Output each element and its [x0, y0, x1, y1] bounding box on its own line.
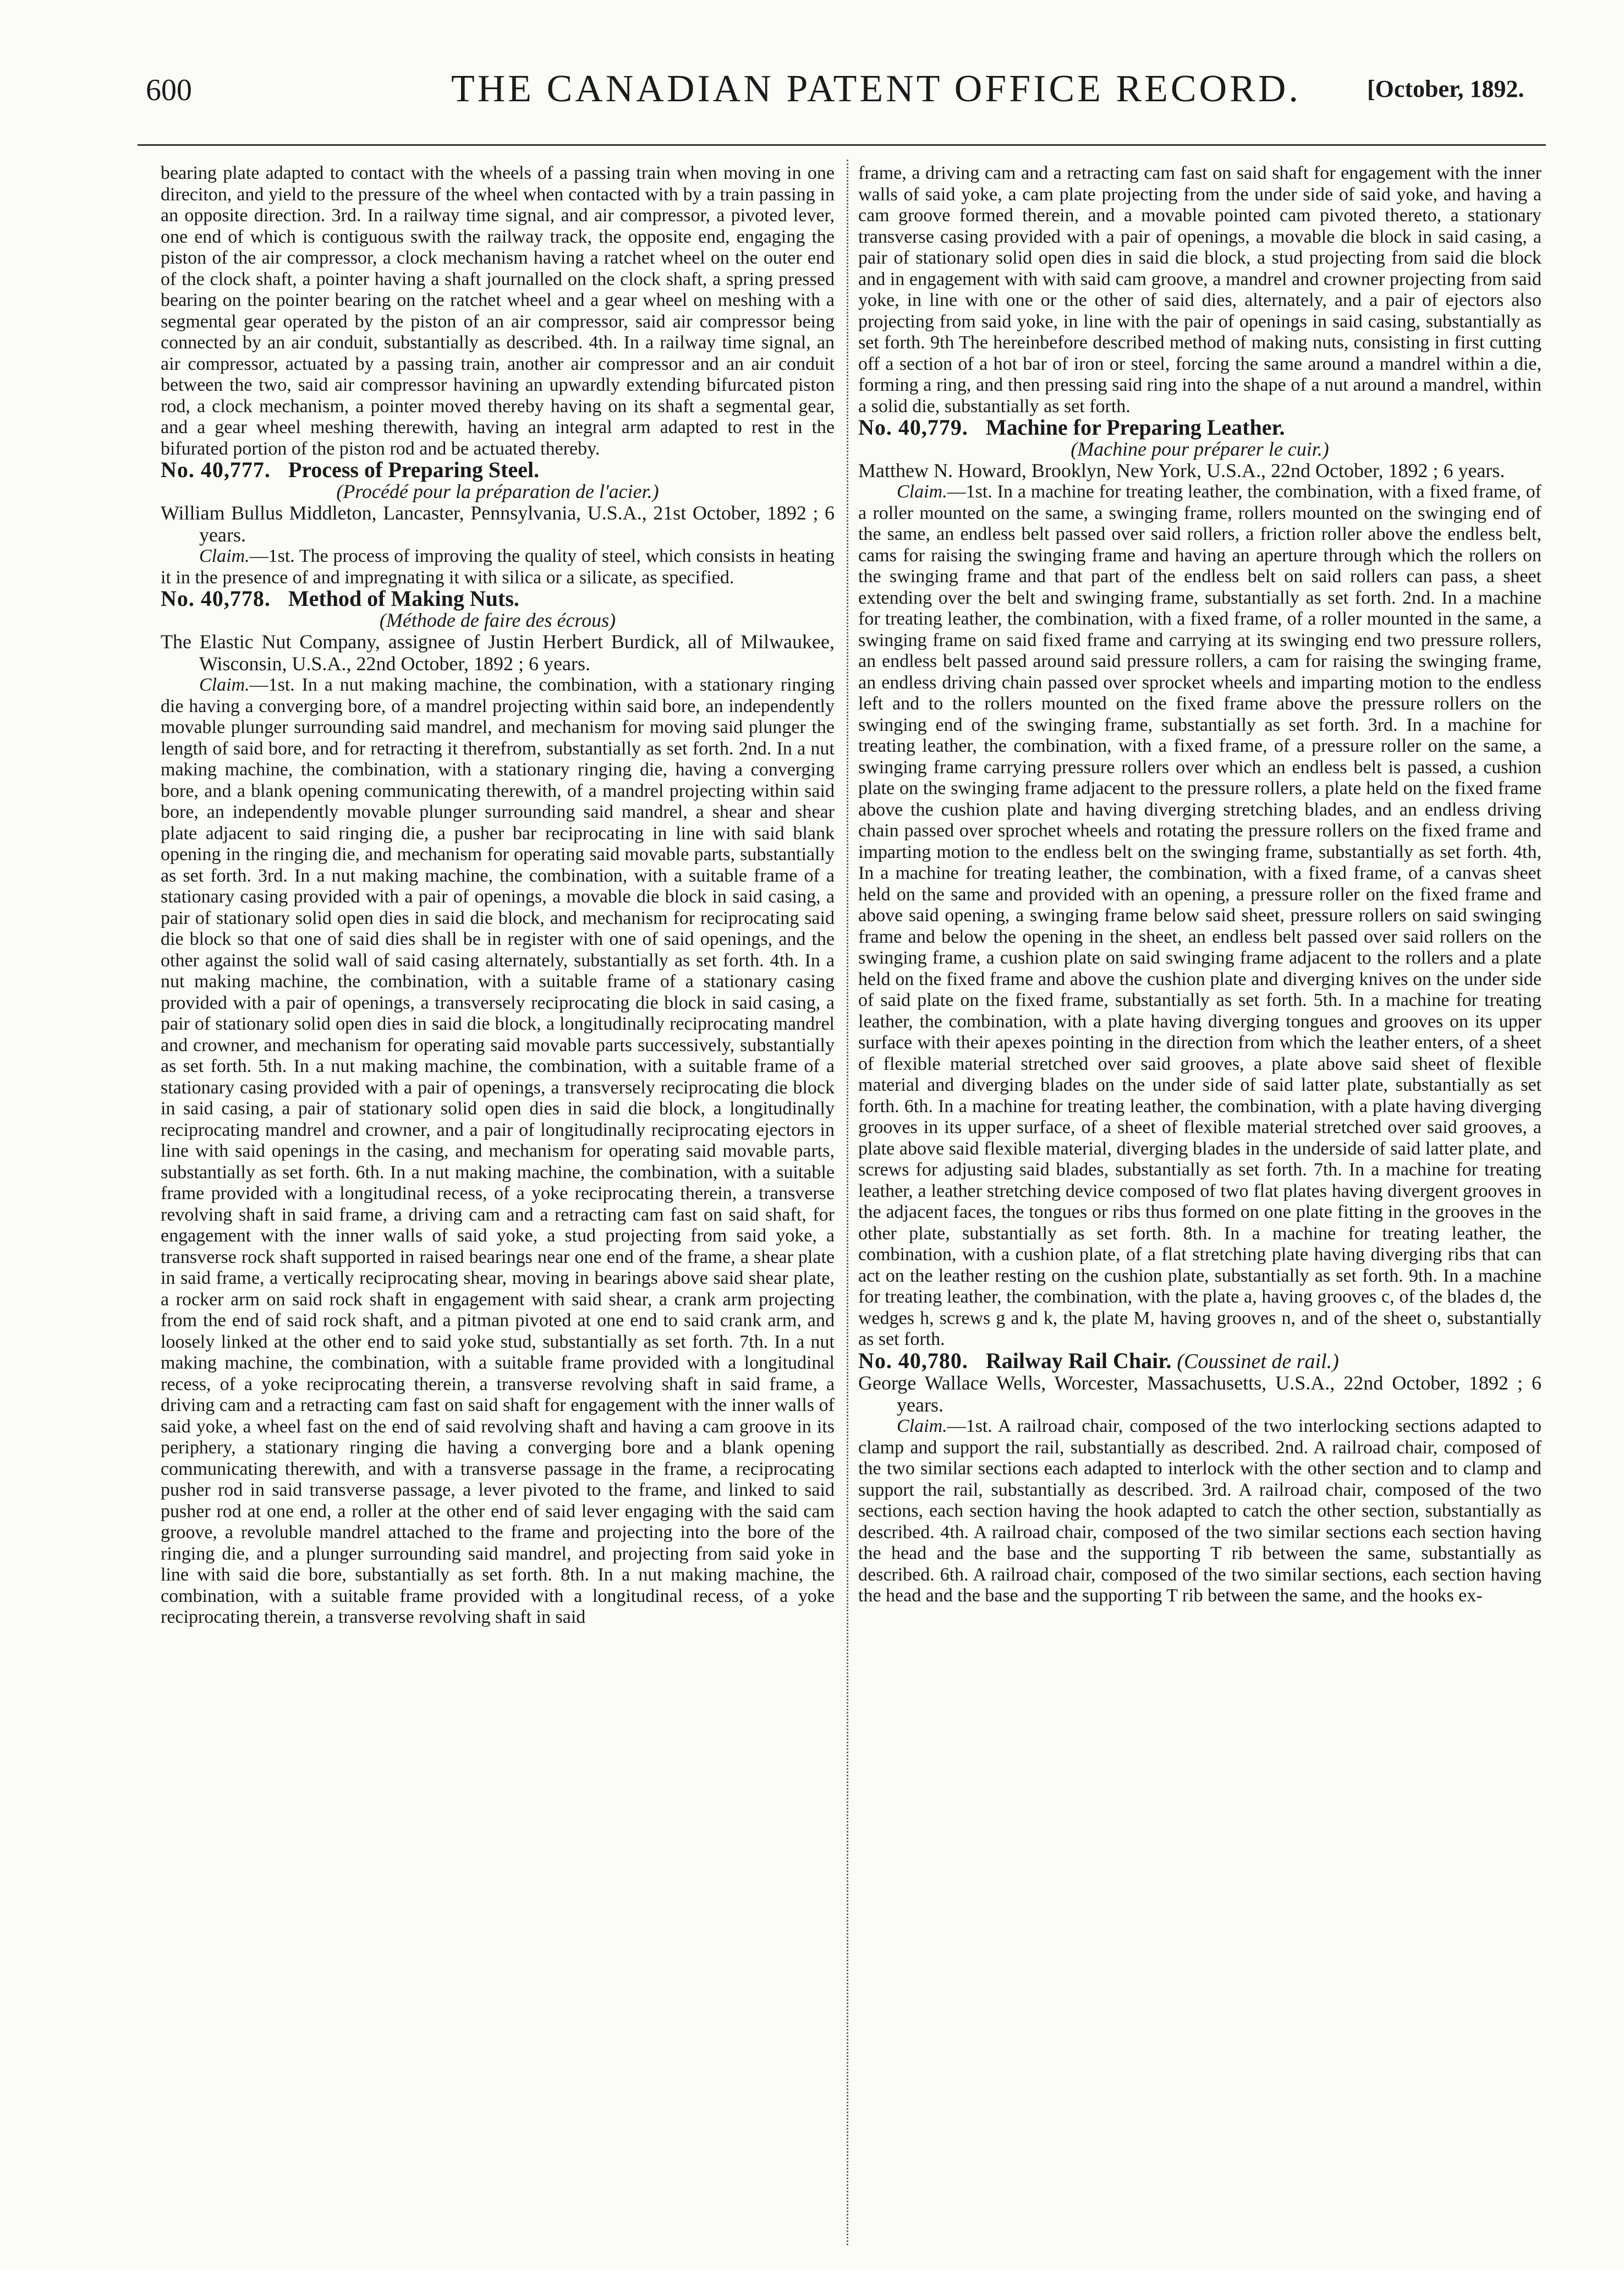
- patent-french-title: (Procédé pour la préparation de l'acier.): [336, 480, 659, 502]
- column-divider: [847, 160, 848, 2245]
- patent-entry-40778: [161, 588, 835, 1628]
- claim-label: Claim.: [199, 675, 250, 695]
- patent-french-title: (Méthode de faire des écrous): [379, 609, 616, 631]
- patent-number: No. 40,780.: [858, 1348, 968, 1373]
- patent-heading: [161, 588, 835, 610]
- claim-text: —1st. In a machine for treating leather, the combination, with a fixed frame, of a roller mounted on the same, a swinging frame, rollers mounted on the swinging end of the same, an endless belt passed over said rollers, a friction roller above the endless belt, cams for raising the swinging frame and having an aperture through which the rollers on the swinging frame and that part of the endless belt on said rollers can pass, a sheet extending over the belt and swinging frame, substantially as set forth. 2nd. In a machine for treating leather, the combination, with a fixed frame, of a roller mounted in the same, a swinging frame on said fixed frame and carrying at its swinging end two pressure rollers, an endless belt passed around said pressure rollers, a cam for raising the swinging frame, an endless driving chain passed over sprocket wheels and imparting motion to the endless left and to the rollers mounted on the fixed frame above the pressure rollers on the swinging end of the swinging frame, substantially as set forth. 3rd. In a machine for treating leather, the combination, with a fixed frame, of a pressure roller on the same, a swinging frame carrying pressure rollers over which an endless belt is passed, a cushion plate on the swinging frame adjacent to the pressure rollers, a plate held on the fixed frame above the cushion plate and having diverging stretching blades, and an endless driving chain passed over sprochet wheels and rotating the pressure rollers on the fixed frame and imparting motion to the endless belt on the swinging frame, substantially as set forth. 4th, In a machine for treating leather, the combination, with a fixed frame, of a canvas sheet held on the same and provided with an opening, a pressure roller on the fixed frame and above said opening, a swinging frame below said sheet, pressure rollers on said swinging frame and below the opening in the sheet, an endless belt passed over said rollers on the swinging frame, a cushion plate on said swinging frame adjacent to the rollers and a plate held on the fixed frame and above the cushion plate and diverging knives on the under side of said plate on the fixed frame, substantially as set forth. 5th. In a machine for treating leather, the combination, with a plate having diverging tongues and grooves on its upper surface with their apexes pointing in the direction from which the leather enters, of a sheet of flexible material stretched over said grooves, a plate above said sheet of flexible material and diverging blades on the under side of said latter plate, substantially as set forth. 6th. In a machine for treating leather, the combination, with a plate having diverging grooves in its upper surface, of a sheet of flexible material stretched over said grooves, a plate above said flexible material, diverging blades in the underside of said latter plate, and screws for adjusting said blades, substantially as set forth. 7th. In a machine for treating leather, a leather stretching device composed of two flat plates having divergent grooves in the adjacent faces, the tongues or ribs thus formed on one plate fitting in the grooves in the other plate, substantially as set forth. 8th. In a machine for treating leather, the combination, with a cushion plate, of a flat stretching plate having diverging ribs that can act on the leather resting on the cushion plate, substantially as set forth. 9th. In a machine for treating leather, the combination, with the plate a, having grooves c, of the blades d, the wedges h, screws g and k, the plate M, having grooves n, and of the sheet o, substantially as set forth.: [858, 482, 1541, 1349]
- patent-heading: [858, 1350, 1541, 1372]
- patent-grantee: George Wallace Wells, Worcester, Massachusetts, U.S.A., 22nd October, 1892 ; 6 years.: [858, 1372, 1541, 1416]
- claim-label: Claim.: [199, 546, 250, 566]
- patent-french-title: (Machine pour préparer le cuir.): [1071, 437, 1329, 460]
- patent-french-title: (Coussinet de rail.): [1177, 1349, 1339, 1373]
- patent-entry-40777: [161, 457, 835, 588]
- continued-claim-text: frame, a driving cam and a retracting cam fast on said shaft for engagement with the inner walls of said yoke, a cam plate projecting from the under side of said yoke, and having a cam groove formed therein, and a movable pointed cam pivoted thereto, a stationary transverse casing provided with a pair of openings, a movable die block in said casing, a pair of stationary solid open dies in said die block, a stud projecting from said die block and in engagement with with said cam groove, a mandrel and crowner projecting from said yoke, in line with one or the other of said dies, alternately, and a pair of ejectors also projecting from said yoke, in line with the pair of openings in said casing, substantially as set forth. 9th The hereinbefore described method of making nuts, consisting in first cutting off a section of a hot bar of iron or steel, forcing the same around a mandrel within a die, forming a ring, and then pressing said ring into the shape of a nut around a mandrel, within a solid die, substantially as set forth.: [858, 163, 1541, 417]
- patent-heading: [858, 417, 1541, 439]
- left-column: [161, 163, 835, 2254]
- patent-number: No. 40,778.: [161, 586, 271, 611]
- continued-claim-text: bearing plate adapted to contact with the wheels of a passing train when moving in one direciton, and yield to the pressure of the wheel when contacted with by a train passing in an opposite direction. 3rd. In a railway time signal, and air compressor, a pivoted lever, one end of which is contiguous swith the railway track, the opposite end, engaging the piston of the air compressor, a clock mechanism having a ratchet wheel on the outer end of the clock shaft, a pointer having a shaft journalled on the clock shaft, a spring pressed bearing on the pointer bearing on the ratchet wheel and a gear wheel on meshing with a segmental gear operated by the piston of an air compressor, said air compressor being connected by an air conduit, substantially as described. 4th. In a railway time signal, an air compressor, actuated by a passing train, another air compressor and an air conduit between the two, said air compressor havining an upwardly extending bifurcated piston rod, a clock mechanism, a pointer moved thereby having on its shaft a segmental gear, and a gear wheel meshing therewith, having an integral arm adapted to rest in the bifurated portion of the piston rod and be actuated thereby.: [161, 163, 835, 459]
- patent-heading: [161, 457, 835, 482]
- publication-title: THE CANADIAN PATENT OFFICE RECORD.: [451, 68, 1301, 110]
- patent-title: Machine for Preparing Leather.: [985, 415, 1285, 440]
- patent-entry-40780: [858, 1350, 1541, 1607]
- issue-date: [October, 1892.: [1367, 75, 1524, 102]
- patent-grantee: Matthew N. Howard, Brooklyn, New York, U.S.A., 22nd October, 1892 ; 6 years.: [858, 460, 1505, 482]
- claim-text: —1st. A railroad chair, composed of the two interlocking sections adapted to clamp and support the rail, substantially as described. 2nd. A railroad chair, composed of the two similar sections each adapted to interlock with the other section and to clamp and support the rail, substantially as described. 3rd. A railroad chair, composed of the two sections, each section having the hook adapted to catch the other section, substantially as described. 4th. A railroad chair, composed of the two similar sections each section having the head and the base and the supporting T rib between the same, substantially as described. 6th. A railroad chair, composed of the two similar sections, each section having the head and the base and the supporting T rib between the same, and the hooks ex-: [858, 1416, 1541, 1606]
- patent-claim: [858, 482, 1541, 1350]
- page-number: 600: [146, 73, 192, 107]
- patent-claim: [858, 1416, 1541, 1607]
- claim-text: —1st. In a nut making machine, the combination, with a stationary ringing die having a converging bore, of a mandrel projecting within said bore, an independently movable plunger surrounding said mandrel, and mechanism for moving said plunger the length of said bore, and for retracting it therefrom, substantially as set forth. 2nd. In a nut making machine, the combination, with a stationary ringing die, having a converging bore, and a blank opening communicating therewith, of a mandrel projecting within said bore, an independently movable plunger surrounding said mandrel, a shear and shear plate adjacent to said ringing die, a pusher bar reciprocating in line with said blank opening in the ringing die, and mechanism for operating said movable parts, substantially as set forth. 3rd. In a nut making machine, the combination, with a suitable frame of a stationary casing provided with a pair of openings, a movable die block in said casing, a pair of stationary solid open dies in said die block, and mechanism for reciprocating said die block so that one of said dies shall be in register with one of said openings, and the other against the solid wall of said casing alternately, substantially as set forth. 4th. In a nut making machine, the combination, with a suitable frame of a stationary casing provided with a pair of openings, a transversely reciprocating die block in said casing, a pair of stationary solid open dies in said die block, a longitudinally reciprocating mandrel and crowner, and mechanism for operating said movable parts successively, substantially as set forth. 5th. In a nut making machine, the combination, with a suitable frame of a stationary casing provided with a pair of openings, a transversely reciprocating die block in said casing, a pair of stationary solid open dies in said die block, a longitudinally reciprocating mandrel and crowner, and a pair of longitudinally reciprocating ejectors in line with said openings in the casing, and mechanism for operating said movable parts, substantially as set forth. 6th. In a nut making machine, the combination, with a suitable frame provided with a longitudinal recess, of a yoke reciprocating therein, a transverse revolving shaft in said frame, a driving cam and a retracting cam fast on said shaft, for engagement with the inner walls of said yoke, a stud projecting from said yoke, a transverse rock shaft supported in raised bearings near one end of the frame, a shear plate in said frame, a vertically reciprocating shear, moving in bearings above said shear plate, a rocker arm on said rock shaft in engagement with said shear, a crank arm projecting from the end of said rock shaft, and a pitman pivoted at one end to said crank arm, and loosely linked at the other end to said yoke stud, substantially as set forth. 7th. In a nut making machine, the combination, with a suitable frame provided with a longitudinal recess, of a yoke reciprocating therein, a transverse revolving shaft in said frame, a driving cam and a retracting cam fast on said shaft for engagement with the inner walls of said yoke, a wheel fast on the end of said revolving shaft and having a cam groove in its periphery, a stationary ringing die having a converging bore and a blank opening communicating therewith, and with a transverse passage in the frame, a reciprocating pusher rod in said transverse passage, a lever pivoted to the frame, and linked to said pusher rod at one end, a roller at the other end of said lever engaging with the said cam groove, a revoluble mandrel attached to the frame and projecting into the bore of the ringing die, and a plunger surrounding said mandrel, and projecting from said yoke in line with said die bore, substantially as set forth. 8th. In a nut making machine, the combination, with a suitable frame provided with a longitudinal recess, of a yoke reciprocating therein, a transverse revolving shaft in said: [161, 675, 835, 1627]
- header-rule: [138, 144, 1546, 146]
- patent-grantee: William Bullus Middleton, Lancaster, Pennsylvania, U.S.A., 21st October, 1892 ; 6 years.: [161, 502, 835, 546]
- claim-label: Claim.: [897, 1416, 947, 1436]
- patent-claim: [161, 546, 835, 588]
- patent-title: Method of Making Nuts.: [288, 586, 519, 611]
- claim-text: —1st. The process of improving the quality of steel, which consists in heating it in the presence of and impregnating it with silica or a silicate, as specified.: [161, 546, 835, 588]
- claim-label: Claim.: [897, 482, 947, 502]
- patent-number: No. 40,779.: [858, 415, 968, 440]
- patent-grantee: The Elastic Nut Company, assignee of Justin Herbert Burdick, all of Milwaukee, Wisconsin, U.S.A., 22nd October, 1892 ; 6 years.: [161, 631, 835, 675]
- patent-entry-40779: [858, 417, 1541, 1350]
- right-column: [858, 163, 1541, 2254]
- patent-number: No. 40,777.: [161, 457, 271, 482]
- patent-title: Railway Rail Chair.: [985, 1348, 1172, 1373]
- patent-title: Process of Preparing Steel.: [288, 457, 540, 482]
- patent-claim: [161, 675, 835, 1628]
